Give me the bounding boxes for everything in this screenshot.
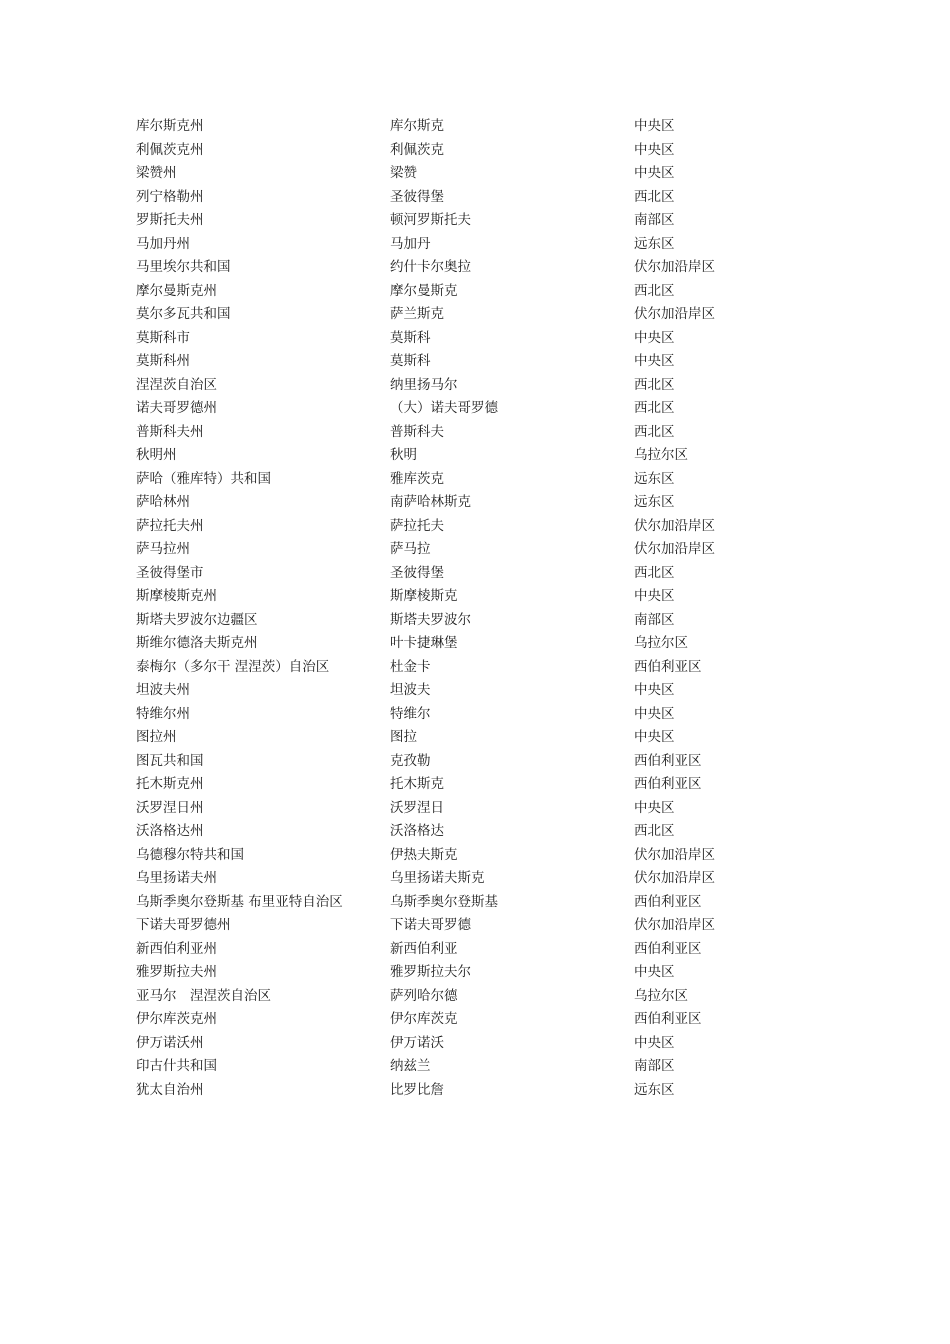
table-row	[136, 233, 836, 257]
region-name-cell: 利佩茨克州	[136, 141, 204, 158]
capital-cell: 斯塔夫罗波尔	[390, 611, 471, 628]
table-row	[136, 327, 836, 351]
capital-cell: 坦波夫	[390, 682, 431, 698]
table-row	[136, 468, 836, 492]
capital-cell: 图拉	[390, 729, 417, 745]
federal-district-cell: 乌拉尔区	[634, 635, 688, 651]
capital-cell: 克孜勒	[390, 752, 431, 769]
region-name-cell: 萨马拉州	[136, 541, 190, 557]
region-name-cell: 萨哈（雅库特）共和国	[136, 470, 271, 487]
region-name-cell: 乌德穆尔特共和国	[136, 846, 244, 863]
federal-district-cell: 西伯利亚区	[634, 776, 702, 792]
table-row	[136, 1079, 836, 1103]
capital-cell: 比罗比詹	[390, 1081, 444, 1098]
region-name-cell: 梁赞州	[136, 165, 177, 181]
federal-district-cell: 中央区	[634, 729, 675, 745]
federal-district-cell: 中央区	[634, 329, 675, 346]
capital-cell: 乌里扬诺夫斯克	[390, 870, 485, 886]
federal-district-cell: 西伯利亚区	[634, 658, 702, 675]
table-row	[136, 609, 836, 633]
federal-district-cell: 乌拉尔区	[634, 987, 688, 1004]
federal-district-cell: 伏尔加沿岸区	[634, 259, 715, 275]
federal-district-cell: 伏尔加沿岸区	[634, 917, 715, 933]
capital-cell: 约什卡尔奥拉	[390, 259, 471, 275]
table-row	[136, 891, 836, 915]
region-name-cell: 莫斯科市	[136, 329, 190, 346]
region-name-cell: 萨哈林州	[136, 494, 190, 510]
federal-district-cell: 中央区	[634, 141, 675, 158]
table-row	[136, 491, 836, 515]
region-name-cell: 摩尔曼斯克州	[136, 282, 217, 299]
federal-district-cell: 西北区	[634, 188, 675, 205]
table-row	[136, 139, 836, 163]
table-row	[136, 444, 836, 468]
capital-cell: 利佩茨克	[390, 141, 444, 158]
region-name-cell: 罗斯托夫州	[136, 212, 204, 228]
capital-cell: 下诺夫哥罗德	[390, 917, 471, 933]
capital-cell: 马加丹	[390, 235, 431, 252]
table-row	[136, 797, 836, 821]
region-name-cell: 下诺夫哥罗德州	[136, 917, 231, 933]
table-row	[136, 1055, 836, 1079]
federal-district-cell: 中央区	[634, 964, 675, 980]
capital-cell: 纳里扬马尔	[390, 376, 458, 393]
region-name-cell: 诺夫哥罗德州	[136, 400, 217, 416]
region-table	[136, 115, 836, 1102]
federal-district-cell: 西北区	[634, 423, 675, 440]
table-row	[136, 350, 836, 374]
capital-cell: 伊热夫斯克	[390, 846, 458, 863]
capital-cell: 莫斯科	[390, 353, 431, 369]
region-name-cell: 斯摩棱斯克州	[136, 588, 217, 604]
region-name-cell: 乌里扬诺夫州	[136, 870, 217, 886]
region-name-cell: 秋明州	[136, 447, 177, 463]
capital-cell: 萨列哈尔德	[390, 987, 458, 1004]
table-row	[136, 374, 836, 398]
federal-district-cell: 南部区	[634, 1058, 675, 1074]
federal-district-cell: 远东区	[634, 235, 675, 252]
table-row	[136, 750, 836, 774]
capital-cell: 圣彼得堡	[390, 564, 444, 581]
region-name-cell: 雅罗斯拉夫州	[136, 964, 217, 980]
capital-cell: 杜金卡	[390, 658, 431, 675]
capital-cell: 萨拉托夫	[390, 517, 444, 534]
region-name-cell: 托木斯克州	[136, 776, 204, 792]
federal-district-cell: 伏尔加沿岸区	[634, 870, 715, 886]
table-row	[136, 679, 836, 703]
federal-district-cell: 西伯利亚区	[634, 1011, 702, 1027]
table-row	[136, 914, 836, 938]
federal-district-cell: 远东区	[634, 1081, 675, 1098]
federal-district-cell: 伏尔加沿岸区	[634, 517, 715, 534]
federal-district-cell: 伏尔加沿岸区	[634, 306, 715, 322]
capital-cell: 梁赞	[390, 165, 417, 181]
region-name-cell: 圣彼得堡市	[136, 564, 204, 581]
table-row	[136, 867, 836, 891]
region-name-cell: 沃罗涅日州	[136, 799, 204, 816]
federal-district-cell: 南部区	[634, 611, 675, 628]
region-name-cell: 伊尔库茨克州	[136, 1011, 217, 1027]
federal-district-cell: 西北区	[634, 564, 675, 581]
capital-cell: 萨兰斯克	[390, 306, 444, 322]
region-name-cell: 普斯科夫州	[136, 423, 204, 440]
capital-cell: 普斯科夫	[390, 423, 444, 440]
capital-cell: 乌斯季奥尔登斯基	[390, 893, 498, 910]
region-name-cell: 特维尔州	[136, 705, 190, 722]
capital-cell: 沃洛格达	[390, 823, 444, 839]
table-row	[136, 515, 836, 539]
region-name-cell: 马加丹州	[136, 235, 190, 252]
capital-cell: 顿河罗斯托夫	[390, 212, 471, 228]
region-name-cell: 列宁格勒州	[136, 188, 204, 205]
region-name-cell: 沃洛格达州	[136, 823, 204, 839]
capital-cell: 南萨哈林斯克	[390, 494, 471, 510]
capital-cell: （大）诺夫哥罗德	[390, 400, 498, 416]
region-name-cell: 乌斯季奥尔登斯基 布里亚特自治区	[136, 893, 343, 910]
table-row	[136, 1032, 836, 1056]
region-name-cell: 伊万诺沃州	[136, 1034, 204, 1051]
region-name-cell: 泰梅尔（多尔干 涅涅茨）自治区	[136, 658, 330, 675]
federal-district-cell: 西北区	[634, 400, 675, 416]
federal-district-cell: 中央区	[634, 118, 675, 134]
capital-cell: 圣彼得堡	[390, 188, 444, 205]
region-name-cell: 印古什共和国	[136, 1058, 217, 1074]
table-row	[136, 421, 836, 445]
table-row	[136, 985, 836, 1009]
region-name-cell: 莫尔多瓦共和国	[136, 306, 231, 322]
federal-district-cell: 中央区	[634, 799, 675, 816]
table-row	[136, 938, 836, 962]
region-name-cell: 马里埃尔共和国	[136, 259, 231, 275]
table-row	[136, 562, 836, 586]
table-row	[136, 162, 836, 186]
table-row	[136, 1008, 836, 1032]
federal-district-cell: 中央区	[634, 165, 675, 181]
capital-cell: 雅库茨克	[390, 470, 444, 487]
table-row	[136, 773, 836, 797]
capital-cell: 沃罗涅日	[390, 799, 444, 816]
region-name-cell: 图瓦共和国	[136, 752, 204, 769]
federal-district-cell: 南部区	[634, 212, 675, 228]
region-name-cell: 亚马尔 涅涅茨自治区	[136, 987, 271, 1004]
capital-cell: 摩尔曼斯克	[390, 282, 458, 299]
capital-cell: 雅罗斯拉夫尔	[390, 964, 471, 980]
region-name-cell: 库尔斯克州	[136, 118, 204, 134]
capital-cell: 纳兹兰	[390, 1058, 431, 1074]
capital-cell: 莫斯科	[390, 329, 431, 346]
federal-district-cell: 西伯利亚区	[634, 893, 702, 910]
federal-district-cell: 西北区	[634, 823, 675, 839]
capital-cell: 萨马拉	[390, 541, 431, 557]
table-row	[136, 538, 836, 562]
region-name-cell: 斯维尔德洛夫斯克州	[136, 635, 258, 651]
federal-district-cell: 伏尔加沿岸区	[634, 541, 715, 557]
capital-cell: 叶卡捷琳堡	[390, 635, 458, 651]
capital-cell: 伊尔库茨克	[390, 1011, 458, 1027]
capital-cell: 秋明	[390, 447, 417, 463]
federal-district-cell: 中央区	[634, 705, 675, 722]
federal-district-cell: 中央区	[634, 682, 675, 698]
table-row	[136, 303, 836, 327]
region-name-cell: 涅涅茨自治区	[136, 376, 217, 393]
table-row	[136, 280, 836, 304]
region-name-cell: 坦波夫州	[136, 682, 190, 698]
capital-cell: 伊万诺沃	[390, 1034, 444, 1051]
federal-district-cell: 远东区	[634, 494, 675, 510]
federal-district-cell: 中央区	[634, 353, 675, 369]
federal-district-cell: 乌拉尔区	[634, 447, 688, 463]
federal-district-cell: 中央区	[634, 588, 675, 604]
federal-district-cell: 西北区	[634, 376, 675, 393]
federal-district-cell: 西北区	[634, 282, 675, 299]
federal-district-cell: 西伯利亚区	[634, 940, 702, 957]
table-row	[136, 961, 836, 985]
federal-district-cell: 远东区	[634, 470, 675, 487]
capital-cell: 特维尔	[390, 705, 431, 722]
region-name-cell: 犹太自治州	[136, 1081, 204, 1098]
region-name-cell: 图拉州	[136, 729, 177, 745]
table-row	[136, 703, 836, 727]
region-name-cell: 斯塔夫罗波尔边疆区	[136, 611, 258, 628]
region-name-cell: 莫斯科州	[136, 353, 190, 369]
table-row	[136, 844, 836, 868]
table-row	[136, 632, 836, 656]
federal-district-cell: 伏尔加沿岸区	[634, 846, 715, 863]
capital-cell: 新西伯利亚	[390, 940, 458, 957]
table-row	[136, 115, 836, 139]
capital-cell: 库尔斯克	[390, 118, 444, 134]
table-row	[136, 209, 836, 233]
federal-district-cell: 西伯利亚区	[634, 752, 702, 769]
table-row	[136, 656, 836, 680]
table-row	[136, 820, 836, 844]
table-row	[136, 726, 836, 750]
federal-district-cell: 中央区	[634, 1034, 675, 1051]
table-row	[136, 256, 836, 280]
table-row	[136, 186, 836, 210]
capital-cell: 托木斯克	[390, 776, 444, 792]
capital-cell: 斯摩棱斯克	[390, 588, 458, 604]
region-name-cell: 新西伯利亚州	[136, 940, 217, 957]
table-row	[136, 397, 836, 421]
table-row	[136, 585, 836, 609]
region-name-cell: 萨拉托夫州	[136, 517, 204, 534]
